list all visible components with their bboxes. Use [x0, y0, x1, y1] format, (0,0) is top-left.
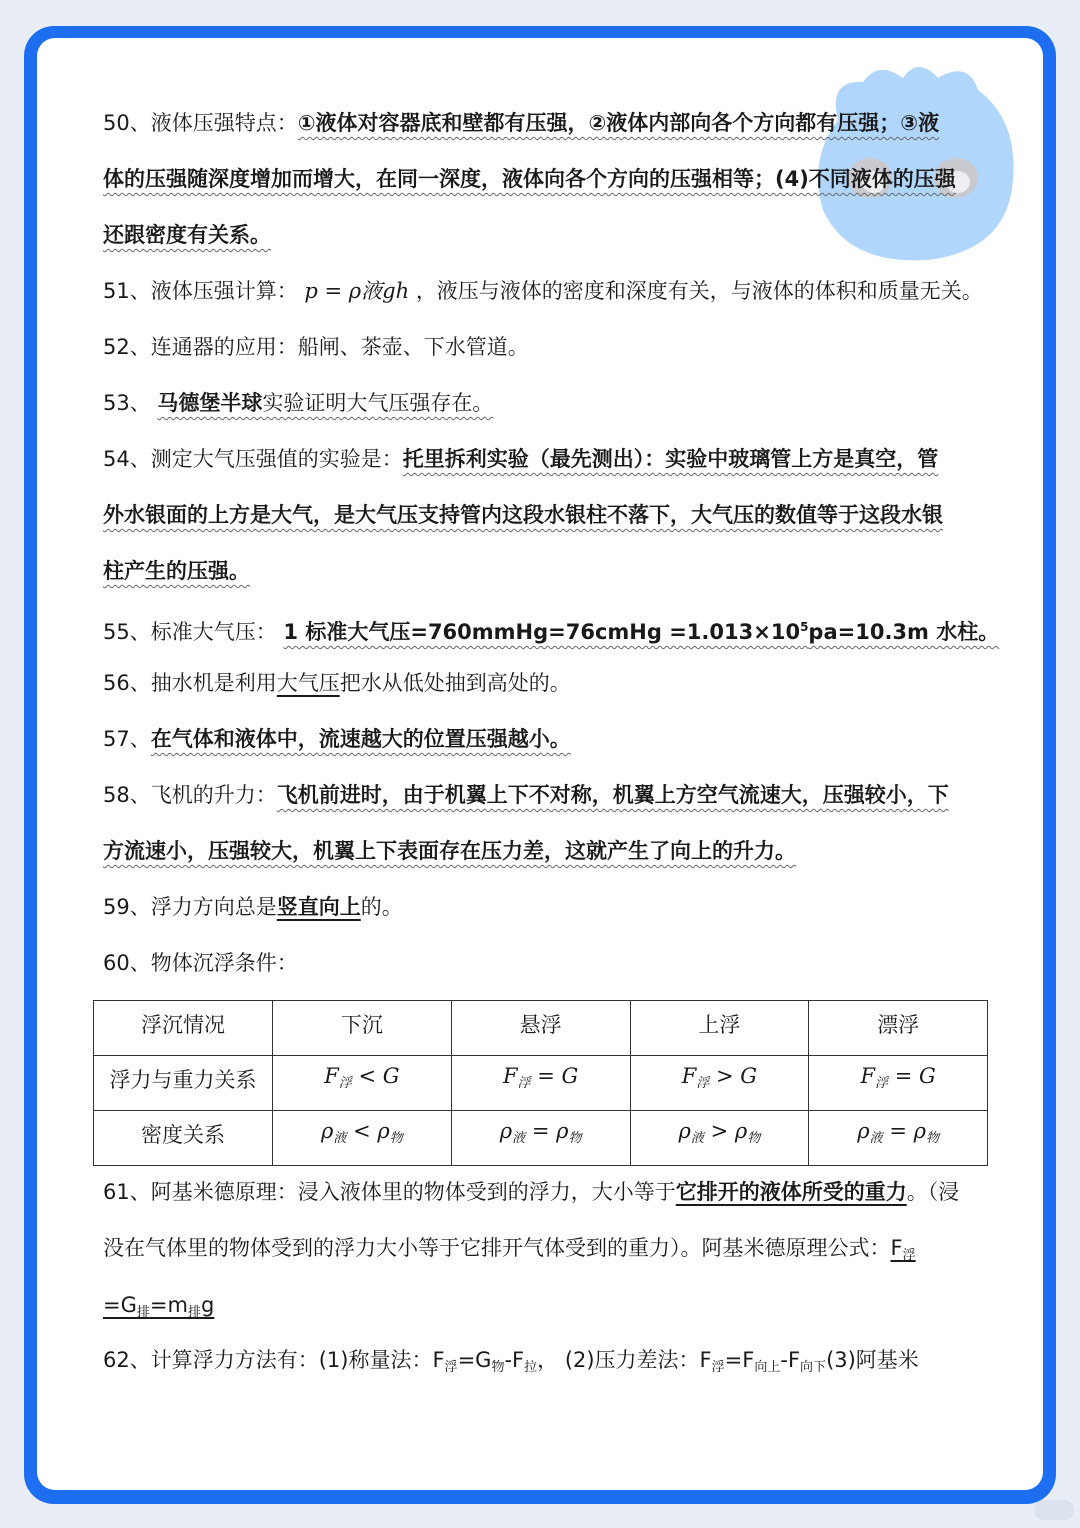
item-60	[103, 948, 983, 978]
formula-sub: 浮	[444, 1360, 458, 1375]
formula-sub: 浮	[711, 1360, 725, 1375]
formula-part: -F	[504, 1348, 525, 1372]
table-cell: $F_浮 = G$	[809, 1056, 988, 1111]
item-57	[103, 724, 983, 754]
table-cell: $\rho_液 < \rho_物$	[273, 1111, 452, 1166]
item-50-label: 50、液体压强特点：	[103, 111, 298, 135]
table-cell: $\rho_液 = \rho_物$	[809, 1111, 988, 1166]
formula-part: =F	[724, 1348, 755, 1372]
table-cell: 浮沉情况	[94, 1001, 273, 1056]
exponent: 5	[800, 620, 809, 634]
formula-sub: 浮	[902, 1248, 916, 1263]
table-cell: $F_浮 < G$	[273, 1056, 452, 1111]
floating-conditions-table	[93, 1000, 988, 1166]
formula-part: -F	[780, 1348, 801, 1372]
table-cell: $F_浮 = G$	[451, 1056, 630, 1111]
item-53-text: 实验证明大气压强存在。	[262, 391, 494, 415]
item-53-label: 53、	[103, 391, 151, 415]
item-50-line3	[103, 220, 983, 250]
item-62	[103, 1345, 983, 1383]
formula-sub: 排	[136, 1305, 150, 1320]
table-row-density	[94, 1111, 988, 1166]
item-54-line3	[103, 556, 983, 586]
item-57-text: 在气体和液体中，流速越大的位置压强越小。	[150, 727, 571, 751]
formula-part: F	[890, 1236, 903, 1260]
item-55-text-2: pa=10.3m 水柱。	[808, 620, 1000, 644]
item-50-line2	[103, 164, 983, 194]
item-50-text: ①液体对容器底和壁都有压强，②液体内部向各个方向都有压强；③液	[297, 111, 940, 135]
item-58-label: 58、飞机的升力：	[103, 783, 277, 807]
item-61-text: 。（浸	[906, 1180, 960, 1204]
table-row-header	[94, 1001, 988, 1056]
formula-part: =m	[149, 1293, 188, 1317]
formula-sub: 向上	[754, 1360, 781, 1375]
formula-sub: 排	[187, 1305, 201, 1320]
item-52	[103, 332, 983, 362]
item-61-keyword: 它排开的液体所受的重力	[675, 1180, 907, 1204]
pressure-formula: p = ρ液gh	[304, 279, 410, 303]
table-row-force	[94, 1056, 988, 1111]
formula-sub: 向下	[800, 1360, 827, 1375]
item-54-line1	[103, 444, 983, 474]
item-54-label: 54、测定大气压强值的实验是：	[103, 447, 403, 471]
item-61-line2	[103, 1233, 983, 1271]
item-54-text: 托里拆利实验（最先测出）：实验中玻璃管上方是真空，管	[402, 447, 939, 471]
table-cell: 浮力与重力关系	[94, 1056, 273, 1111]
item-53-keyword: 马德堡半球	[157, 391, 263, 415]
item-54-text-2: 外水银面的上方是大气，是大气压支持管内这段水银柱不落下，大气压的数值等于这段水银	[103, 503, 943, 527]
table-cell: 悬浮	[451, 1001, 630, 1056]
item-62-text: 62、计算浮力方法有：(1)称量法：F	[103, 1348, 445, 1372]
table-cell: 密度关系	[94, 1111, 273, 1166]
item-58-line2	[103, 836, 983, 866]
watermark-badge	[1034, 1500, 1074, 1520]
item-50-text-3: 还跟密度有关系。	[103, 223, 271, 247]
item-56-keyword: 大气压	[276, 671, 340, 695]
item-55	[103, 612, 1000, 647]
item-54-line2	[103, 500, 983, 530]
item-50-line1	[103, 108, 983, 138]
formula-part: =G	[457, 1348, 492, 1372]
table-cell: $F_浮 > G$	[630, 1056, 809, 1111]
item-61-label: 61、阿基米德原理：浸入液体里的物体受到的浮力，大小等于	[103, 1180, 676, 1204]
item-58-line1	[103, 780, 983, 810]
formula-sub: 物	[491, 1360, 505, 1375]
table-cell: 下沉	[273, 1001, 452, 1056]
item-51-text: ，液压与液体的密度和深度有关，与液体的体积和质量无关。	[415, 279, 983, 303]
item-51	[103, 276, 983, 306]
item-51-label: 51、液体压强计算：	[103, 279, 298, 303]
item-61-text-2: 没在气体里的物体受到的浮力大小等于它排开气体受到的重力）。阿基米德原理公式：	[103, 1236, 891, 1260]
item-61-line3	[103, 1290, 983, 1328]
item-61-line1	[103, 1177, 983, 1207]
table-cell: $\rho_液 > \rho_物$	[630, 1111, 809, 1166]
formula-part: ， (2)压力差法：F	[537, 1348, 712, 1372]
item-53	[103, 388, 983, 418]
formula-part: (3)阿基米	[826, 1348, 919, 1372]
item-58-text: 飞机前进时，由于机翼上下不对称，机翼上方空气流速大，压强较小，下	[276, 783, 949, 807]
item-56-text: 把水从低处抽到高处的。	[339, 671, 571, 695]
item-50-text-2: 体的压强随深度增加而增大，在同一深度，液体向各个方向的压强相等；(4)不同液体的压强	[103, 167, 956, 191]
item-55-text: 1 标准大气压=760mmHg=76cmHg =1.013×10	[283, 620, 801, 644]
item-60-text: 60、物体沉浮条件：	[103, 951, 298, 975]
item-56-label: 56、抽水机是利用	[103, 671, 277, 695]
item-57-label: 57、	[103, 727, 151, 751]
table-cell: 漂浮	[809, 1001, 988, 1056]
item-58-text-2: 方流速小，压强较大，机翼上下表面存在压力差，这就产生了向上的升力。	[103, 839, 796, 863]
item-56	[103, 668, 983, 698]
item-54-text-3: 柱产生的压强。	[103, 559, 250, 583]
formula-part: g	[200, 1293, 215, 1317]
item-59	[103, 892, 983, 922]
formula-part: =G	[103, 1293, 137, 1317]
item-59-label: 59、浮力方向总是	[103, 895, 277, 919]
formula-sub: 拉	[524, 1360, 538, 1375]
item-59-keyword: 竖直向上	[276, 895, 361, 919]
table-cell: 上浮	[630, 1001, 809, 1056]
table-cell: $\rho_液 = \rho_物$	[451, 1111, 630, 1166]
item-52-text: 52、连通器的应用：船闸、茶壶、下水管道。	[103, 335, 529, 359]
item-55-label: 55、标准大气压：	[103, 620, 277, 644]
item-59-text: 的。	[360, 895, 403, 919]
